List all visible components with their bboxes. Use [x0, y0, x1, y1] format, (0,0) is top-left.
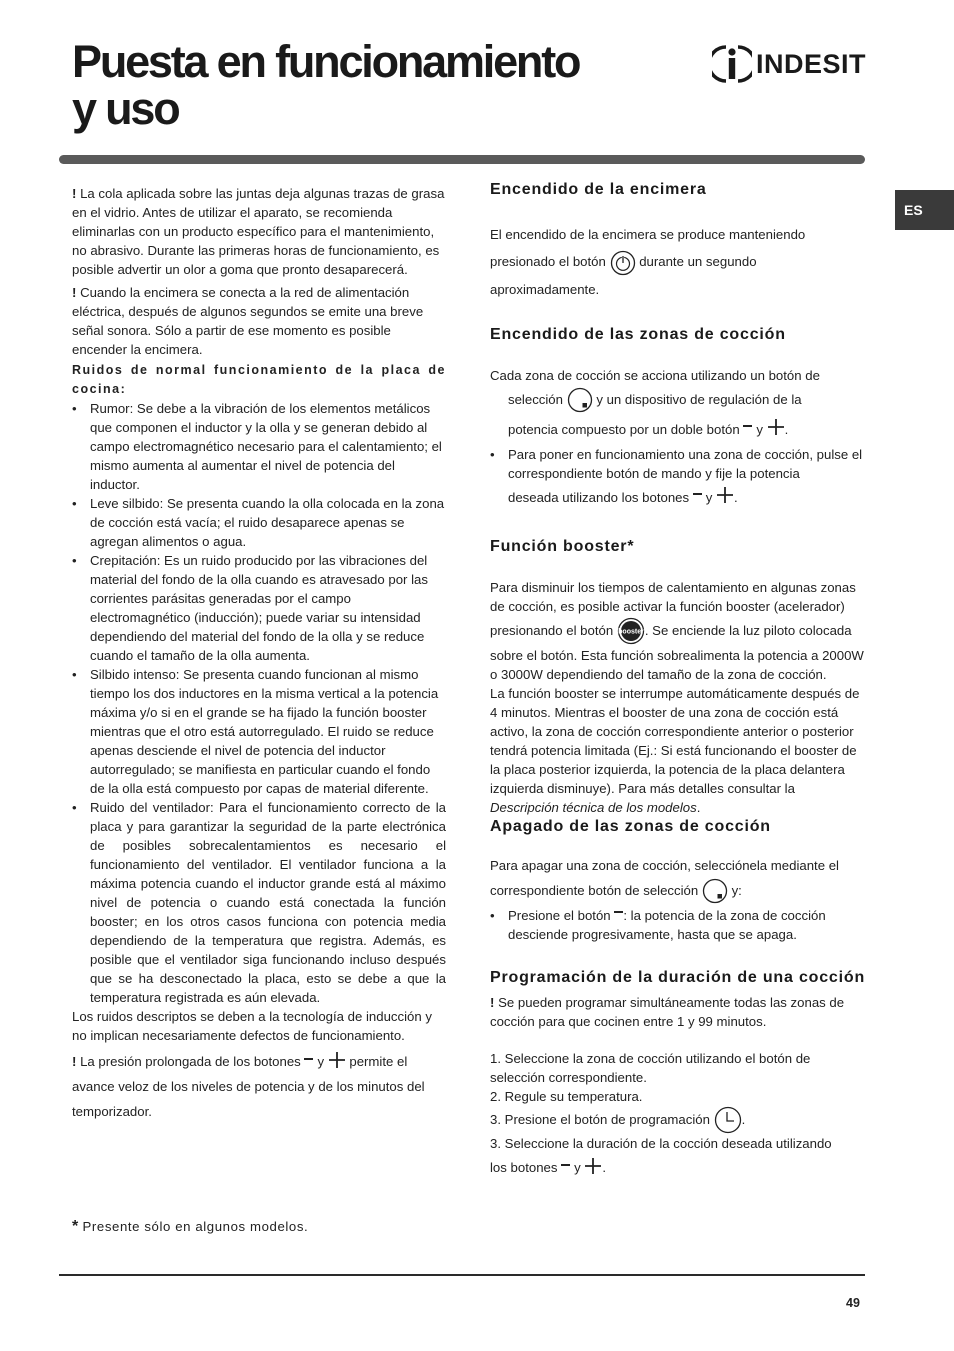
power-icon — [610, 250, 636, 276]
program-step-3: 3. Presione el botón de programación . — [490, 1106, 866, 1135]
footer-rule — [59, 1274, 865, 1276]
minus-icon — [304, 1058, 313, 1060]
indesit-logo — [712, 42, 866, 86]
off-text-1: Para apagar una zona de cocción, selecciónela mediante el — [490, 857, 839, 873]
warning-mark: ! — [72, 1054, 81, 1069]
warning-mark: ! — [490, 994, 499, 1010]
zones-text-2: selección y un dispositivo de regulación de la — [490, 385, 866, 415]
list-item: • Leve silbido: Se presenta cuando la olla colocada en la zona de cocción está vacía; el ruido desaparece apenas se agregan alimentos o agua. — [72, 494, 446, 551]
footnote: * Presente sólo en algunos modelos. — [72, 1218, 309, 1235]
booster-text-4: La función booster se interrumpe automáticamente después de 4 minutos. Mientras el booster de una zona de cocción está activo, la zona de cocción correspondiente anterior o posterior tendrá potencia limitada (Ej.: Si está funcionando el booster de la placa posterior izquierda, la potencia de la placa delantera izquierda disminuye). Para más detalles consultar la Descripción técnica de los modelos. — [490, 685, 860, 815]
header-rule — [59, 155, 865, 164]
on-text: El encendido de la encimera se produce manteniendo presionado el botón durante un segundo aproximadamente. — [490, 227, 806, 297]
list-item: • Crepitación: Es un ruido producido por las vibraciones del material del fondo de la olla cuando es atravesado por las corrientes parásitas generadas por el campo electromagnético (inducción); puede variar su intensidad dependiendo del material del fondo de la olla y se reduce cuando el tamaño de la olla aumenta. — [72, 551, 446, 665]
glue-note: ! La cola aplicada sobre las juntas deja algunas trazas de grasa en el vidrio. Antes de utilizar el aparato, se recomienda eliminarlas con un producto específico para el mantenimiento, no abrasivo. Durante las primeras horas de funcionamiento, es posible advertir un olor a goma que pronto desaparecerá. — [72, 186, 445, 277]
select-icon — [702, 878, 728, 904]
technical-description-ref: Descripción técnica de los modelos — [490, 799, 697, 815]
program-step-4: 3. Seleccione la duración de la cocción deseada utilizando — [490, 1136, 832, 1152]
plus-icon — [716, 486, 734, 504]
list-item: • Presione el botón : la potencia de la zona de cocción desciende progresivamente, hasta que se apaga. — [490, 906, 866, 944]
title-line-1: Puesta en funcionamiento — [72, 36, 580, 87]
heading-programacion: Programación de la duración de una cocción — [490, 968, 866, 986]
heading-booster: Función booster* — [490, 537, 635, 555]
noise-heading: Ruidos de normal funcionamiento de la placa de cocina: — [72, 363, 446, 396]
minus-icon — [743, 425, 752, 427]
page-title — [72, 38, 579, 132]
booster-icon — [617, 617, 645, 645]
program-step-1: 1. Seleccione la zona de cocción utilizando el botón de selección correspondiente. — [490, 1050, 811, 1085]
warning-mark: ! — [72, 285, 81, 300]
zones-text-3: potencia compuesto por un doble botón y . — [490, 415, 866, 445]
heading-encendido: Encendido de la encimera — [490, 181, 707, 198]
minus-icon — [561, 1164, 570, 1166]
zones-list — [490, 445, 866, 483]
pressure-note: ! La presión prolongada de los botones y permite el avance veloz de los niveles de potencia y de los minutos del temporizador. — [72, 1049, 446, 1124]
right-column — [490, 180, 866, 1183]
language-tab: ES — [895, 190, 954, 230]
list-item: • Ruido del ventilador: Para el funcionamiento correcto de la placa y para garantizar la seguridad de la parte electrónica de posibles sobrecalentamientos es necesario el funcionamiento del ventilador. El ventilador funciona a la máxima potencia cuando el inductor grande está al máximo nivel de potencia o cuando está conectada la función booster; en los otros casos funciona con potencia media dependiendo de la temperatura que registra. Además, es posible que el ventilador siga funcionando incluso después que se ha desconectado la placa, esto se debe a que la temperatura registrada es aún elevada. — [72, 798, 446, 1007]
program-note: ! Se pueden programar simultáneamente todas las zonas de cocción para que cocinen entre 1 y 99 minutos. — [490, 994, 845, 1029]
select-icon — [567, 387, 593, 413]
heading-apagado: Apagado de las zonas de cocción — [490, 817, 771, 835]
noise-footer: Los ruidos descriptos se deben a la tecnología de inducción y no implican necesariamente defectos de funcionamiento. — [72, 1009, 432, 1043]
off-text-2: correspondiente botón de selección y: — [490, 875, 866, 906]
clock-icon — [714, 1106, 742, 1134]
warning-mark: ! — [72, 186, 81, 201]
list-item: • Silbido intenso: Se presenta cuando funcionan al mismo tiempo los dos inductores en la misma vertical a la potencia máxima y/o si en el grande se ha fijado la función booster mientras que el otro está autorregulado. El ruido se reduce apenas desciende el nivel de potencia del inductor autorregulado; se manifiesta en particular cuando el fondo de la olla está compuesto por capas de material diferente. — [72, 665, 446, 798]
indesit-logo-mark — [712, 42, 752, 86]
list-item: • Para poner en funcionamiento una zona de cocción, pulse el correspondiente botón de mando y fije la potencia — [490, 445, 866, 483]
booster-text-1: Para disminuir los tiempos de calentamiento en algunas zonas de cocción, es posible activar la función booster (acelerador) — [490, 579, 856, 614]
svg-text:booster: booster — [618, 628, 644, 636]
power-on-note: ! Cuando la encimera se conecta a la red de alimentación eléctrica, después de algunos segundos se emite una breve señal sonora. Sólo a partir de ese momento es posible encender la encimera. — [72, 285, 424, 357]
zones-text-1: Cada zona de cocción se acciona utilizando un botón de — [490, 367, 820, 383]
minus-icon — [614, 911, 623, 913]
program-step-2: 2. Regule su temperatura. — [490, 1088, 643, 1104]
list-item: • Rumor: Se debe a la vibración de los elementos metálicos que componen el inductor y la olla y se generan debido al campo electromagnético necesario para el calentamiento; el mismo aumenta al aumentar el nivel de potencia del inductor. — [72, 399, 446, 494]
noise-list — [72, 399, 446, 1007]
program-step-4b: los botones y . — [490, 1153, 866, 1183]
booster-text-3: sobre el botón. Esta función sobrealimenta la potencia a 2000W o 3000W dependiendo del tamaño de la zona de cocción. — [490, 647, 864, 682]
brand-wordmark: INDESIT — [756, 48, 867, 79]
booster-text-2: presionando el botón booster . Se enciende la luz piloto colocada — [490, 616, 866, 646]
plus-icon — [584, 1157, 602, 1175]
plus-icon — [328, 1051, 346, 1069]
off-list — [490, 906, 866, 944]
plus-icon — [767, 418, 785, 436]
left-column — [72, 184, 446, 1124]
zones-bullet-cont: deseada utilizando los botones y . — [490, 483, 866, 513]
minus-icon — [693, 493, 702, 495]
heading-zonas: Encendido de las zonas de cocción — [490, 325, 786, 343]
page-number: 49 — [846, 1296, 860, 1310]
title-line-2: y uso — [72, 83, 179, 134]
